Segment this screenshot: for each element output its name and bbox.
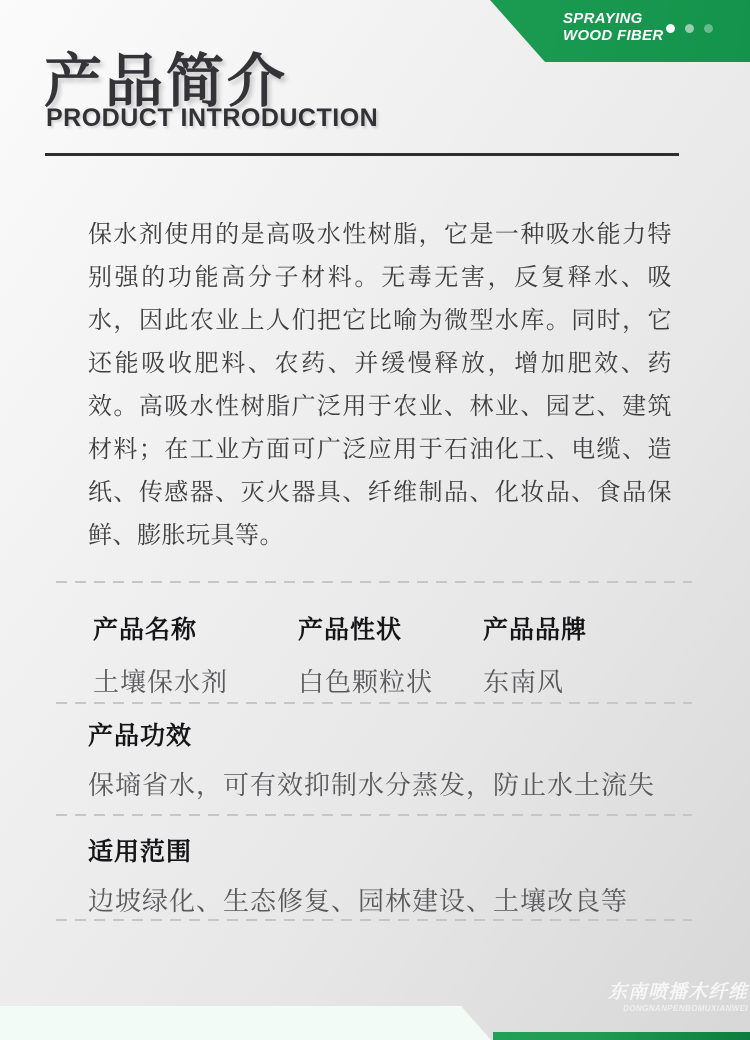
spec-product-name bbox=[93, 610, 228, 699]
spec-label: 产品品牌 bbox=[483, 616, 588, 644]
spec-value: 白色颗粒状 bbox=[298, 667, 434, 697]
banner-brand-text bbox=[563, 10, 664, 44]
section-value: 保墒省水，可有效抑制水分蒸发，防止水土流失 bbox=[88, 770, 656, 800]
intro-paragraph: 保水剂使用的是高吸水性树脂，它是一种吸水能力特别强的功能高分子材料。无毒无害，反复释水、吸水，因此农业上人们把它比喻为微型水库。同时，它还能吸收肥料、农药、并缓慢释放，增加肥效、药效。高吸水性树脂广泛用于农业、林业、园艺、建筑材料；在工业方面可广泛应用于石油化工、电缆、造纸、传感器、灭火器具、纤维制品、化妆品、食品保鲜、膨胀玩具等。 bbox=[88, 221, 672, 549]
watermark-cn: 东南喷播木纤维 bbox=[607, 982, 748, 1003]
bottom-green-bar bbox=[493, 1032, 750, 1040]
spec-value: 土壤保水剂 bbox=[93, 667, 229, 697]
page-title: 产品简介 bbox=[44, 49, 289, 114]
page-subtitle: PRODUCT INTRODUCTION bbox=[46, 104, 379, 132]
spec-product-brand bbox=[483, 610, 587, 699]
watermark-en: DONGNANPENBOMUXIANWEI bbox=[623, 1004, 748, 1013]
banner-dots bbox=[666, 24, 713, 33]
dashed-divider bbox=[56, 702, 692, 704]
spec-product-form bbox=[298, 610, 433, 699]
section-value: 边坡绿化、生态修复、园林建设、土壤改良等 bbox=[88, 886, 629, 916]
banner-line1: SPRAYING bbox=[563, 10, 643, 27]
brand-watermark bbox=[608, 983, 748, 1013]
section-application-scope bbox=[88, 832, 628, 918]
spec-value: 东南风 bbox=[483, 667, 565, 697]
dashed-divider bbox=[56, 814, 692, 816]
spec-label: 产品性状 bbox=[298, 616, 403, 644]
section-label: 产品功效 bbox=[88, 722, 193, 750]
bottom-mint-band bbox=[0, 1006, 500, 1040]
dot-icon bbox=[685, 24, 694, 33]
dot-icon bbox=[704, 24, 713, 33]
title-underline bbox=[45, 153, 679, 156]
dot-icon bbox=[666, 24, 675, 33]
section-label: 适用范围 bbox=[88, 838, 193, 866]
dashed-divider bbox=[56, 919, 692, 921]
banner-line2: WOOD FIBER bbox=[563, 27, 664, 44]
section-product-effect bbox=[88, 716, 655, 802]
dashed-divider bbox=[56, 581, 692, 583]
spec-label: 产品名称 bbox=[93, 616, 198, 644]
